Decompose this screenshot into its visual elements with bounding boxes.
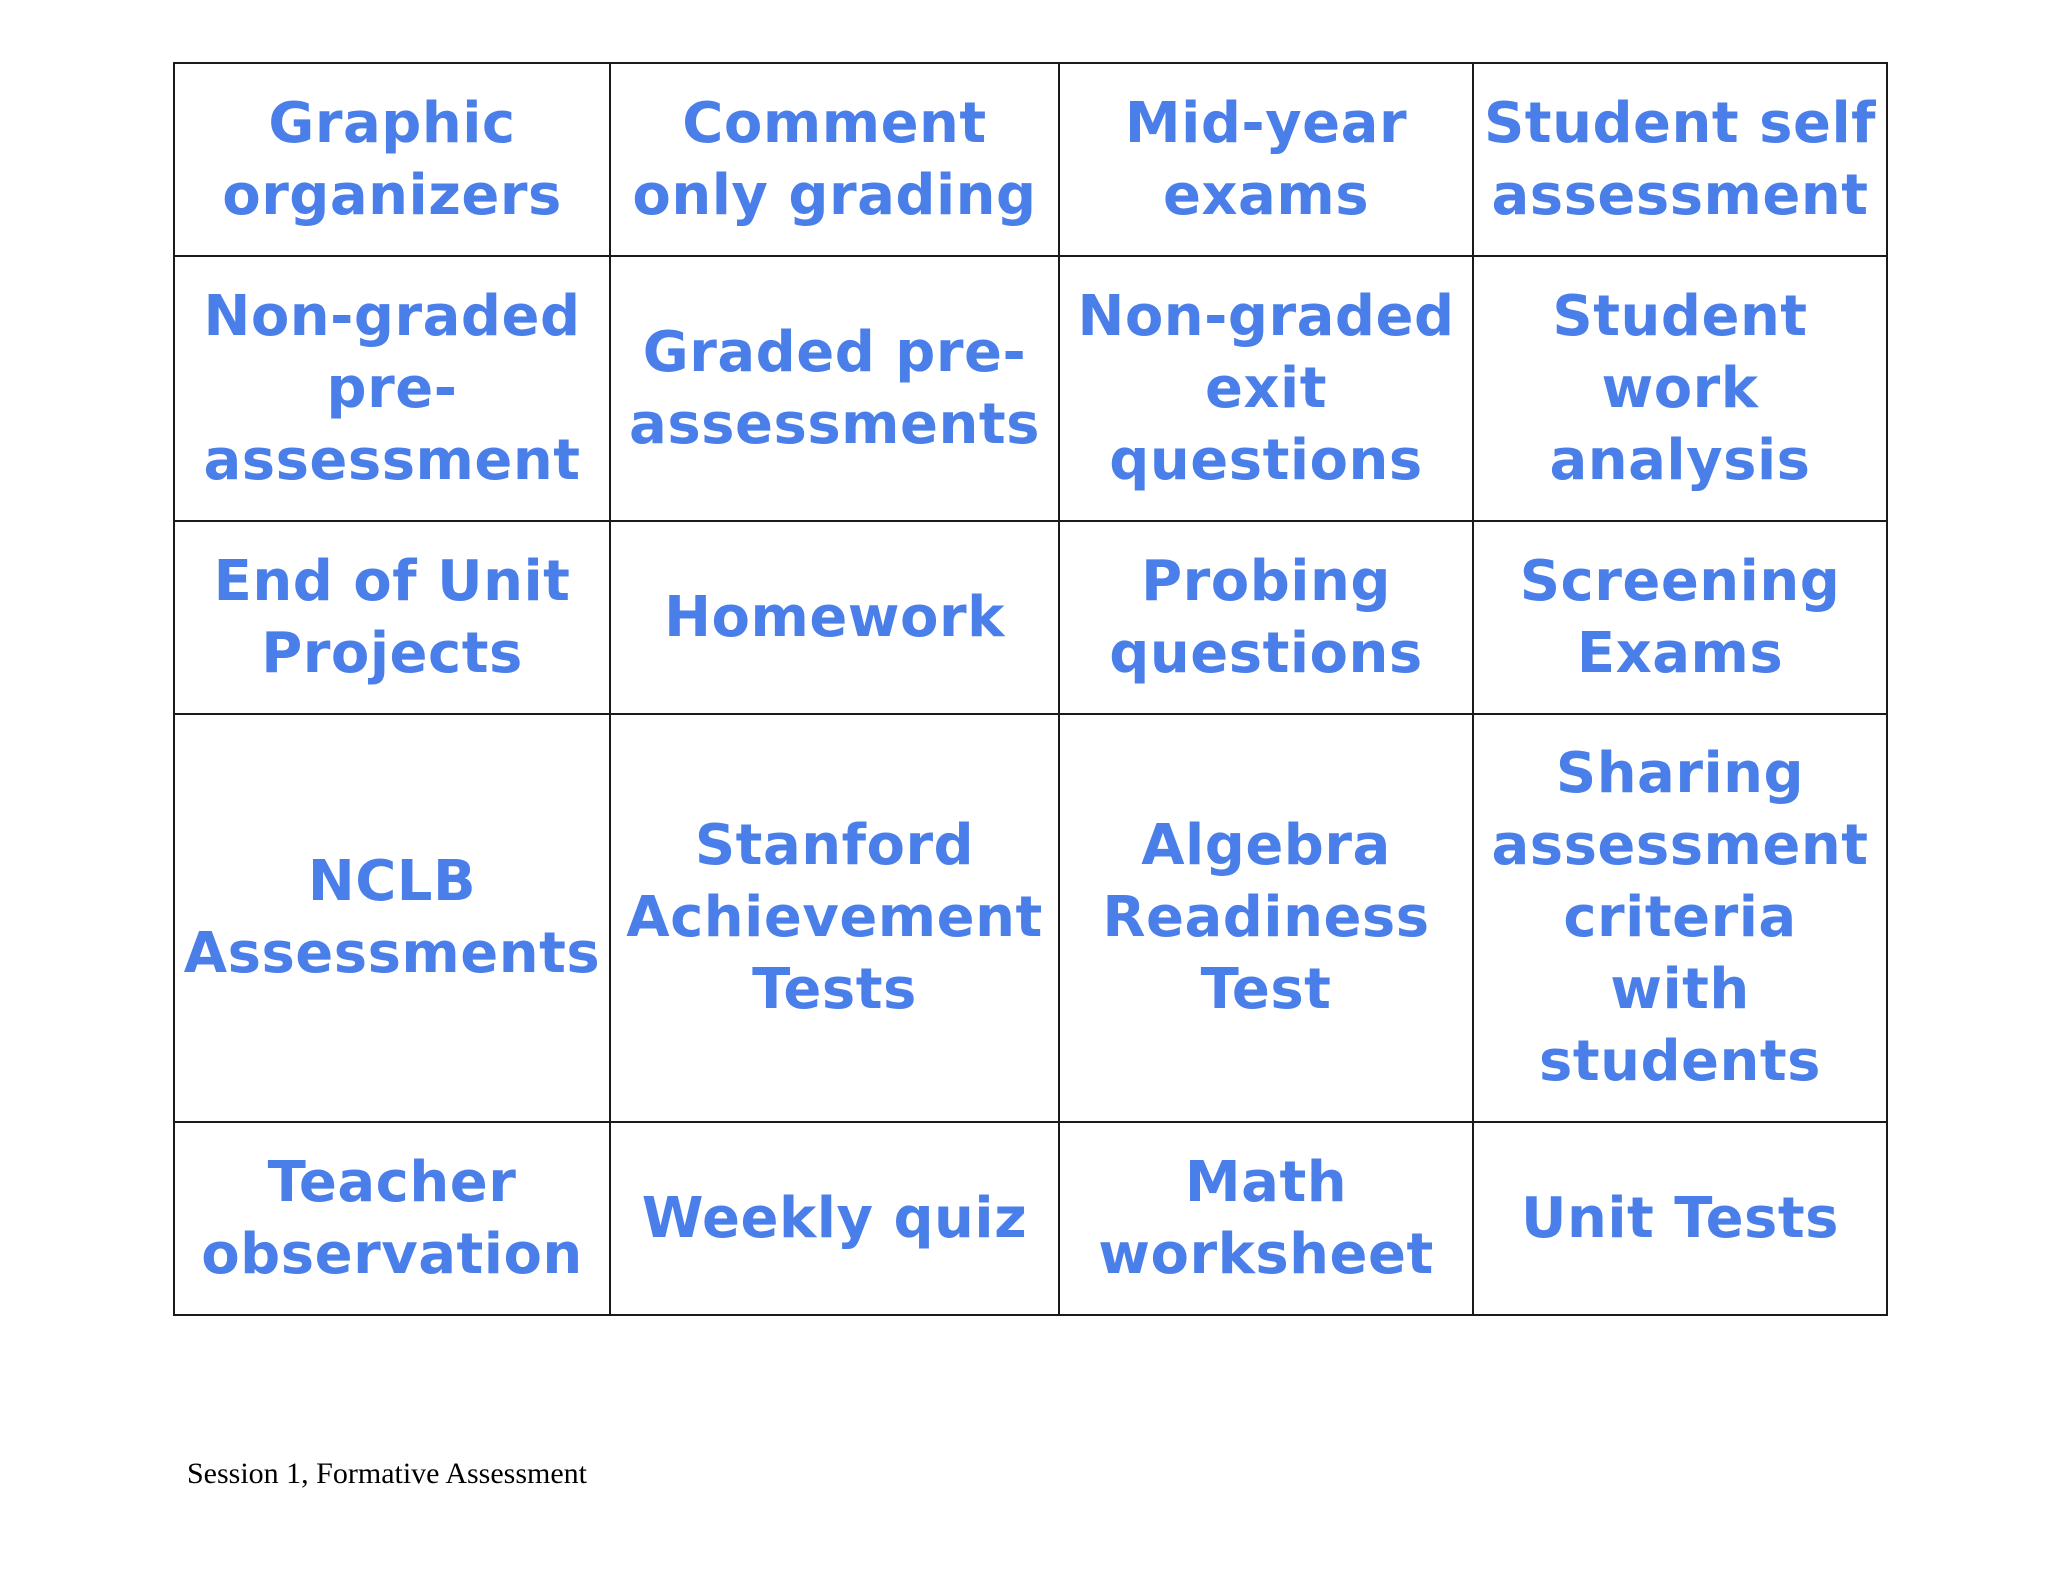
card-label: Sharing assessment criteria with students [1491, 741, 1869, 1094]
card-label: Comment only grading [632, 90, 1037, 228]
card-probing-questions [1059, 521, 1473, 714]
card-label: Mid-year exams [1124, 90, 1408, 228]
card-graded-pre-assessments [610, 256, 1059, 521]
card-weekly-quiz [610, 1122, 1059, 1315]
card-homework [610, 521, 1059, 714]
card-teacher-observation [174, 1122, 610, 1315]
grid-row-4 [174, 714, 1887, 1122]
card-screening-exams [1473, 521, 1887, 714]
card-label: Non-graded exit questions [1077, 283, 1455, 493]
card-label: NCLB Assessments [183, 849, 601, 986]
card-label: Probing questions [1109, 548, 1423, 686]
card-end-of-unit-projects [174, 521, 610, 714]
card-label: Weekly quiz [641, 1185, 1028, 1251]
card-label: Non-graded pre- assessment [203, 283, 581, 493]
card-label: Unit Tests [1521, 1185, 1839, 1251]
card-unit-tests [1473, 1122, 1887, 1315]
card-label: Stanford Achievement Tests [626, 813, 1043, 1022]
card-graphic-organizers [174, 63, 610, 256]
grid-row-1 [174, 63, 1887, 256]
card-label: Graphic organizers [222, 90, 562, 228]
card-label: Algebra Readiness Test [1102, 813, 1430, 1022]
page-footer: Session 1, Formative Assessment [187, 1457, 588, 1490]
card-student-self-assessment [1473, 63, 1887, 256]
card-label: Graded pre- assessments [629, 319, 1040, 457]
card-label: Student work analysis [1549, 283, 1811, 493]
card-label: Math worksheet [1098, 1149, 1434, 1287]
card-label: End of Unit Projects [213, 548, 571, 686]
card-stanford-achievement-tests [610, 714, 1059, 1122]
card-mid-year-exams [1059, 63, 1473, 256]
card-student-work-analysis [1473, 256, 1887, 521]
card-algebra-readiness-test [1059, 714, 1473, 1122]
card-comment-only-grading [610, 63, 1059, 256]
card-non-graded-exit-questions [1059, 256, 1473, 521]
grid-row-5 [174, 1122, 1887, 1315]
grid-row-3 [174, 521, 1887, 714]
card-sharing-assessment-criteria [1473, 714, 1887, 1122]
card-label: Teacher observation [201, 1149, 583, 1287]
grid-row-2 [174, 256, 1887, 521]
card-math-worksheet [1059, 1122, 1473, 1315]
card-label: Screening Exams [1519, 548, 1841, 686]
assessment-card-grid [173, 62, 1888, 1316]
card-label: Homework [664, 584, 1005, 650]
card-label: Student self assessment [1483, 90, 1877, 228]
card-nclb-assessments [174, 714, 610, 1122]
card-non-graded-pre-assessment [174, 256, 610, 521]
